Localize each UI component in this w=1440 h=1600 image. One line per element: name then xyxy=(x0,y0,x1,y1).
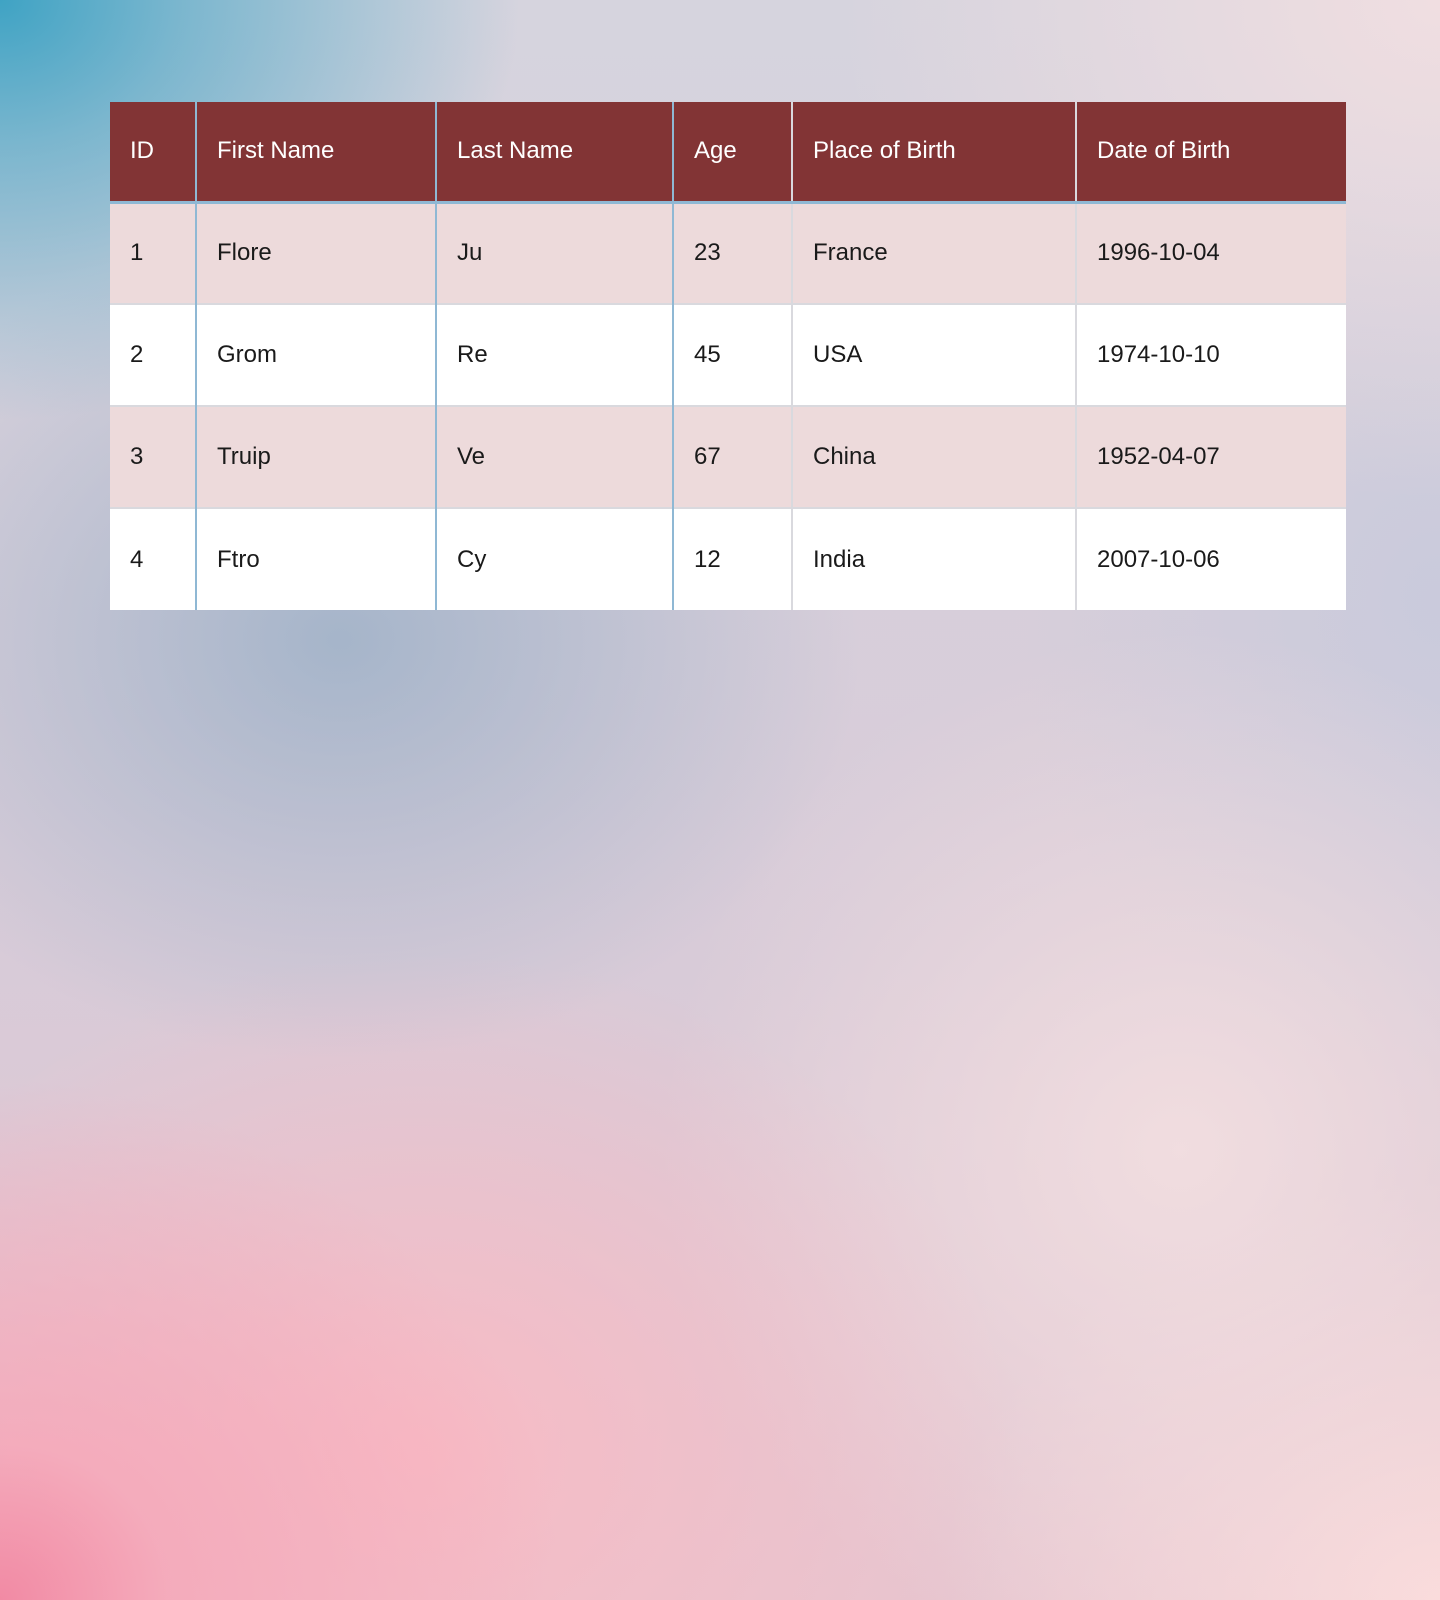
cell-last-name: Ve xyxy=(436,406,673,508)
cell-date-of-birth: 2007-10-06 xyxy=(1076,508,1346,610)
cell-place-of-birth: India xyxy=(792,508,1076,610)
cell-age: 12 xyxy=(673,508,792,610)
data-table-container xyxy=(110,102,1346,610)
table-row xyxy=(110,406,1346,508)
header-row xyxy=(110,102,1346,202)
table-row xyxy=(110,508,1346,610)
cell-date-of-birth: 1974-10-10 xyxy=(1076,304,1346,406)
cell-age: 45 xyxy=(673,304,792,406)
cell-id: 2 xyxy=(110,304,196,406)
column-header-first-name: First Name xyxy=(196,102,436,202)
cell-last-name: Ju xyxy=(436,202,673,304)
column-header-last-name: Last Name xyxy=(436,102,673,202)
cell-first-name: Flore xyxy=(196,202,436,304)
cell-id: 3 xyxy=(110,406,196,508)
column-header-id: ID xyxy=(110,102,196,202)
table-row xyxy=(110,304,1346,406)
cell-id: 4 xyxy=(110,508,196,610)
cell-last-name: Re xyxy=(436,304,673,406)
cell-last-name: Cy xyxy=(436,508,673,610)
cell-age: 23 xyxy=(673,202,792,304)
column-header-place-of-birth: Place of Birth xyxy=(792,102,1076,202)
cell-first-name: Ftro xyxy=(196,508,436,610)
table-row xyxy=(110,202,1346,304)
cell-place-of-birth: USA xyxy=(792,304,1076,406)
table-body xyxy=(110,202,1346,610)
people-table xyxy=(110,102,1346,610)
cell-id: 1 xyxy=(110,202,196,304)
cell-date-of-birth: 1952-04-07 xyxy=(1076,406,1346,508)
cell-first-name: Grom xyxy=(196,304,436,406)
cell-place-of-birth: France xyxy=(792,202,1076,304)
cell-age: 67 xyxy=(673,406,792,508)
cell-place-of-birth: China xyxy=(792,406,1076,508)
cell-first-name: Truip xyxy=(196,406,436,508)
cell-date-of-birth: 1996-10-04 xyxy=(1076,202,1346,304)
table-header xyxy=(110,102,1346,202)
column-header-date-of-birth: Date of Birth xyxy=(1076,102,1346,202)
column-header-age: Age xyxy=(673,102,792,202)
